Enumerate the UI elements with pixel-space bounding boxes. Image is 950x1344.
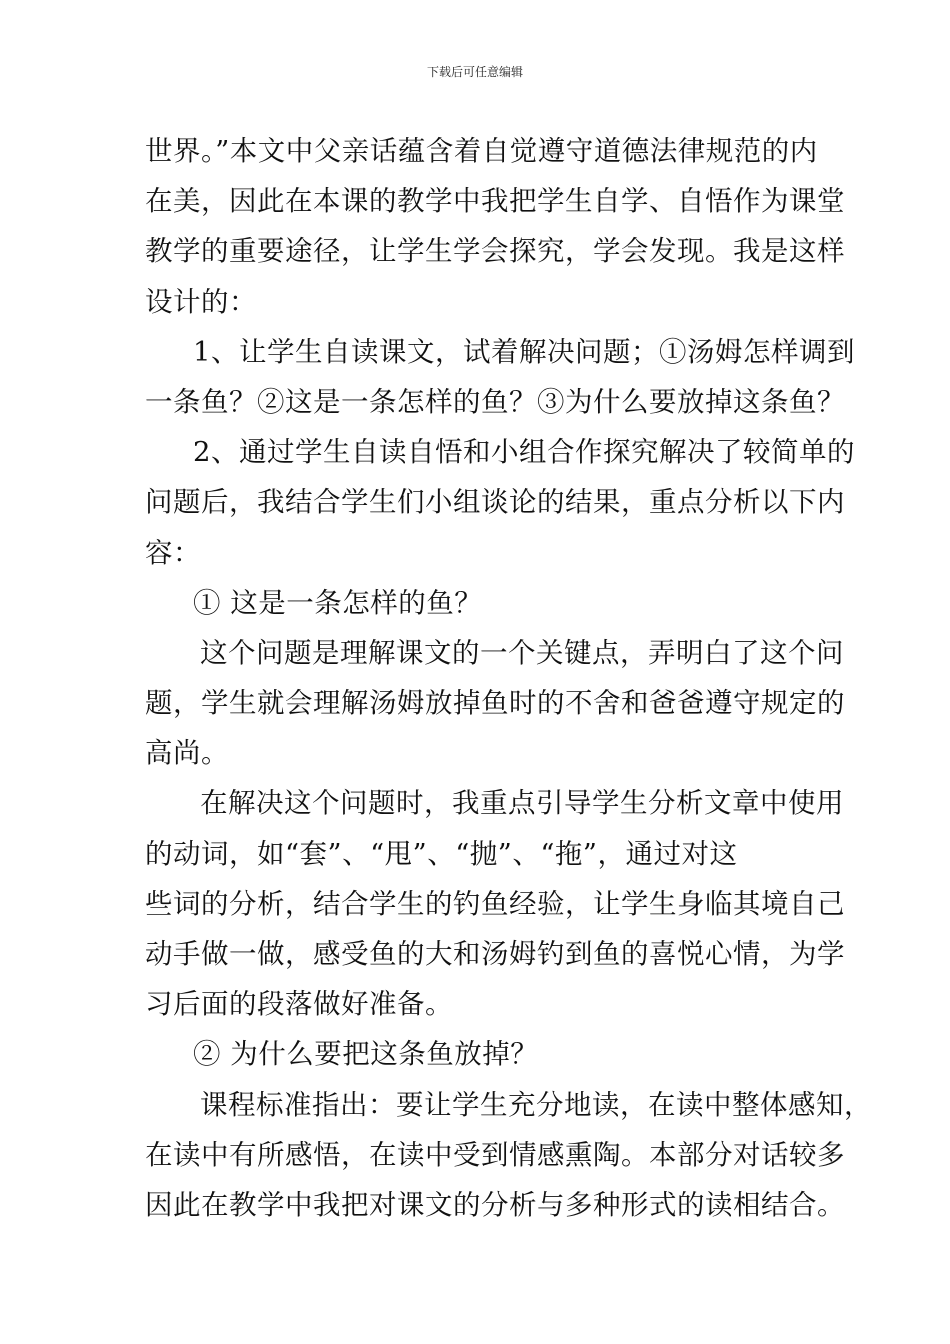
text-line: 在美，因此在本课的教学中我把学生自学、自悟作为课堂 [145, 185, 845, 218]
page-header: 下载后可任意编辑 [426, 65, 523, 79]
text-line: 问题后，我结合学生们小组谈论的结果，重点分析以下内 [145, 486, 845, 519]
text-line: 习后面的段落做好准备。 [145, 988, 453, 1021]
document-body [145, 126, 872, 1230]
text-line: 高尚。 [145, 737, 229, 770]
text-line: 设计的： [145, 285, 257, 318]
text-line: 在解决这个问题时，我重点引导学生分析文章中使用 [200, 787, 844, 820]
text-line: 世界。”本文中父亲话蕴含着自觉遵守道德法律规范的内 [145, 135, 818, 167]
text-line: ② 为什么要把这条鱼放掉？ [193, 1038, 539, 1071]
text-line: 题，学生就会理解汤姆放掉鱼时的不舍和爸爸遵守规定的 [145, 687, 845, 720]
text-line: 2、通过学生自读自悟和小组合作探究解决了较简单的 [193, 436, 855, 469]
text-line: 动手做一做，感受鱼的大和汤姆钓到鱼的喜悦心情，为学 [145, 938, 845, 970]
text-line: 一条鱼？②这是一条怎样的鱼？③为什么要放掉这条鱼？ [145, 385, 845, 418]
text-line: ① 这是一条怎样的鱼？ [193, 586, 483, 619]
text-line: 的动词，如“套”、“甩”、“抛”、“拖”，通过对这 [145, 837, 738, 870]
text-line: 这个问题是理解课文的一个关键点，弄明白了这个问 [200, 636, 844, 669]
text-line: 1、让学生自读课文，试着解决问题；①汤姆怎样调到 [193, 335, 855, 368]
text-line: 课程标准指出：要让学生充分地读，在读中整体感知， [200, 1088, 872, 1121]
text-line: 容： [145, 536, 201, 569]
text-line: 些词的分析，结合学生的钓鱼经验，让学生身临其境自己 [145, 887, 845, 920]
text-line: 因此在教学中我把对课文的分析与多种形式的读相结合。 [145, 1188, 845, 1221]
text-line: 教学的重要途径，让学生学会探究，学会发现。我是这样 [145, 235, 845, 268]
text-line: 在读中有所感悟，在读中受到情感熏陶。本部分对话较多 [145, 1138, 845, 1171]
